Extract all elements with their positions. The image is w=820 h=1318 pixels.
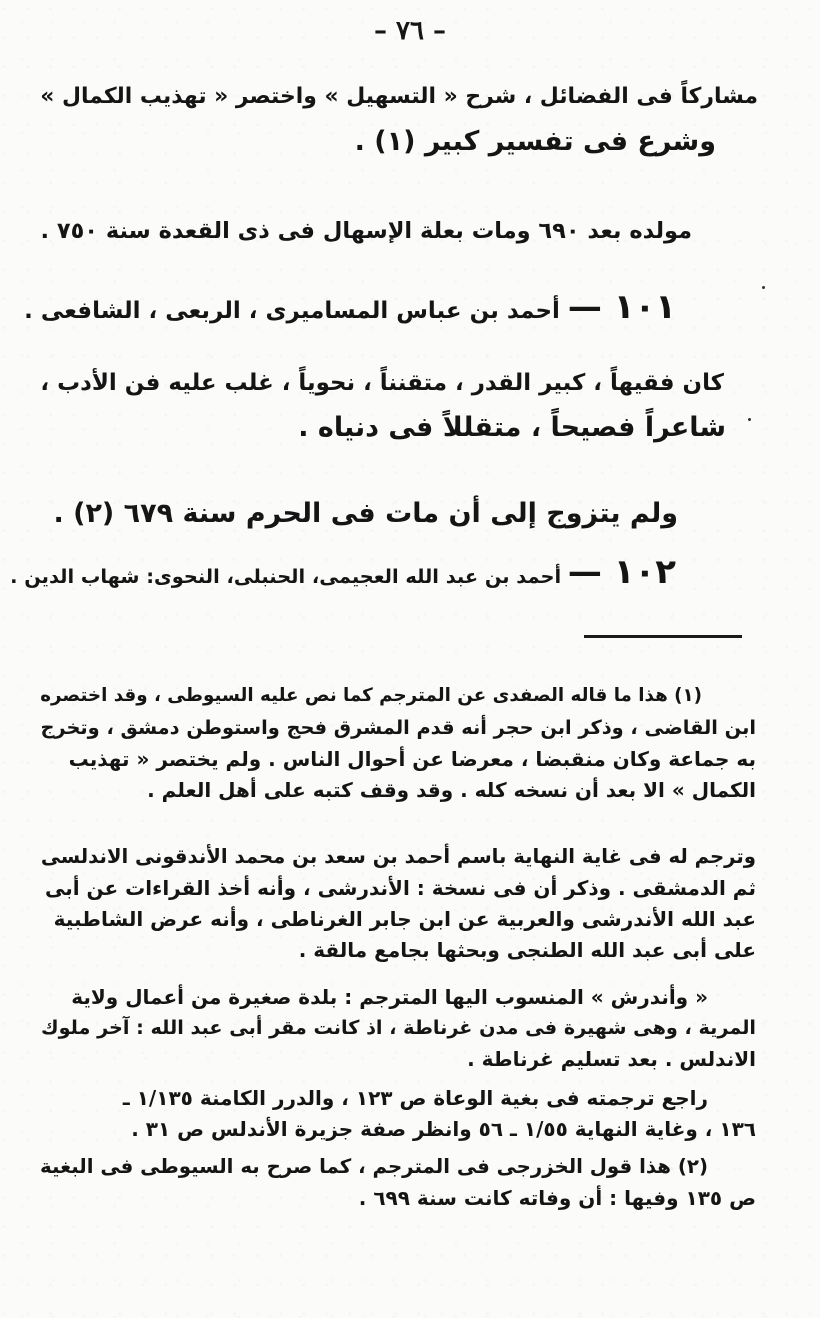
entry-title: أحمد بن عبد الله العجيمى، الحنبلى، النحوى: شهاب الدين . xyxy=(10,565,562,588)
entry-102 xyxy=(10,552,676,592)
footnote-line: به جماعة وكان منقبضا ، معرضا عن أحوال الناس . ولم يختصر « تهذيب xyxy=(68,747,756,771)
main-text-line: مولده بعد ٦٩٠ ومات بعلة الإسهال فى ذى القعدة سنة ٧٥٠ . xyxy=(40,218,692,244)
entry-title: أحمد بن عباس المساميرى ، الربعى ، الشافعى . xyxy=(24,298,560,324)
footnote-line: على أبى عبد الله الطنجى وبحثها بجامع مالقة . xyxy=(298,938,756,962)
footnote-line: « وأندرش » المنسوب اليها المترجم : بلدة صغيرة من أعمال ولاية xyxy=(71,985,708,1009)
main-text-line: كان فقيهاً ، كبير القدر ، متقنناً ، نحوياً ، غلب عليه فن الأدب ، xyxy=(40,370,724,396)
main-text-line: وشرع فى تفسير كبير (١) . xyxy=(354,126,716,157)
footnote-line: (١) هذا ما قاله الصفدى عن المترجم كما نص عليه السيوطى ، وقد اختصره xyxy=(40,685,702,706)
entry-101 xyxy=(24,287,676,327)
entry-number: ١٠٢ — xyxy=(567,552,676,592)
footnote-line: الكمال » الا بعد أن نسخه كله . وقد وقف كتبه على أهل العلم . xyxy=(147,778,756,802)
footnote-line: الاندلس . بعد تسليم غرناطة . xyxy=(467,1047,756,1071)
main-text-line: شاعراً فصيحاً ، متقللاً فى دنياه . xyxy=(298,412,726,443)
footnote-line: (٢) هذا قول الخزرجى فى المترجم ، كما صرح به السيوطى فى البغية xyxy=(40,1155,708,1178)
footnote-line: عبد الله الأندرشى والعربية عن ابن جابر الغرناطى ، وأنه عرض الشاطبية xyxy=(53,907,756,931)
scan-speck xyxy=(748,418,751,421)
footnote-separator xyxy=(584,635,742,638)
footnote-line: ص ١٣٥ وفيها : أن وفاته كانت سنة ٦٩٩ . xyxy=(358,1186,756,1210)
footnote-line: ثم الدمشقى . وذكر أن فى نسخة : الأندرشى ، وأنه أخذ القراءات عن أبى xyxy=(44,876,756,900)
footnote-line: وترجم له فى غاية النهاية باسم أحمد بن سعد بن محمد الأندقونى الاندلسى xyxy=(40,845,756,868)
footnote-line: المرية ، وهى شهيرة فى مدن غرناطة ، اذ كانت مقر أبى عبد الله : آخر ملوك xyxy=(41,1016,756,1039)
footnote-line: ابن القاضى ، وذكر ابن حجر أنه قدم المشرق فحج واستوطن دمشق ، وتخرج xyxy=(40,716,756,739)
entry-number: ١٠١ — xyxy=(567,287,676,327)
page-number: – ٧٦ – xyxy=(373,16,447,46)
footnote-line: ١٣٦ ، وغاية النهاية ١/٥٥ ـ ٥٦ وانظر صفة جزيرة الأندلس ص ٣١ . xyxy=(131,1117,756,1141)
scan-speck xyxy=(762,286,765,289)
footnote-line: راجع ترجمته فى بغية الوعاة ص ١٢٣ ، والدرر الكامنة ١/١٣٥ ـ xyxy=(122,1086,708,1110)
main-text-line: ولم يتزوج إلى أن مات فى الحرم سنة ٦٧٩ (٢) . xyxy=(53,498,678,529)
main-text-line: مشاركاً فى الفضائل ، شرح « التسهيل » واختصر « تهذيب الكمال » xyxy=(40,84,758,109)
